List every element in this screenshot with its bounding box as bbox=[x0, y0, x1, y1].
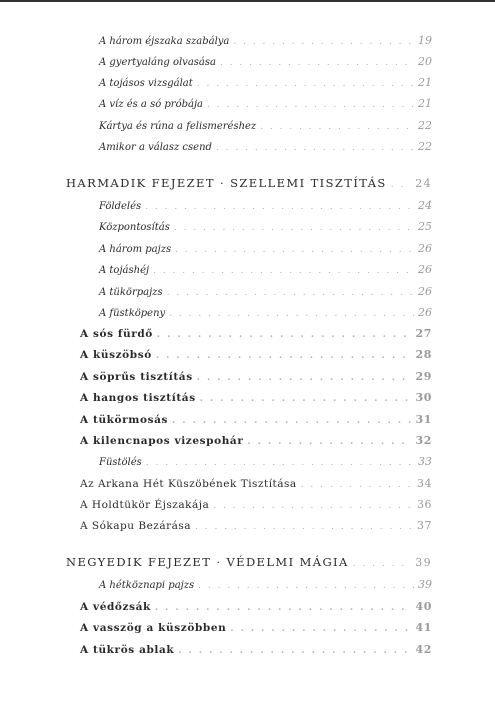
toc-leader bbox=[169, 309, 414, 319]
toc-leader bbox=[153, 266, 414, 276]
toc-entry-page: 34 bbox=[417, 477, 432, 490]
toc-section[interactable] bbox=[80, 477, 432, 490]
toc-entry-title: A füstköpeny bbox=[99, 308, 166, 319]
toc-section[interactable] bbox=[80, 348, 432, 361]
toc-section[interactable] bbox=[80, 519, 432, 532]
toc-entry-page: 31 bbox=[415, 413, 432, 426]
toc-leader bbox=[353, 559, 412, 569]
toc-leader bbox=[200, 394, 412, 404]
toc-entry-title: A tükörpajzs bbox=[99, 287, 163, 298]
toc-entry[interactable] bbox=[99, 242, 432, 255]
toc-section-title: A Sókapu Bezárása bbox=[80, 520, 192, 532]
toc-section-title: A vasszög a küszöbben bbox=[80, 622, 227, 634]
toc-entry-page: 26 bbox=[418, 242, 432, 255]
toc-leader bbox=[178, 646, 411, 656]
toc-entry-page: 32 bbox=[415, 434, 432, 447]
toc-entry[interactable] bbox=[99, 285, 432, 298]
toc-entry-page: 37 bbox=[417, 519, 432, 532]
toc-section-title: A hangos tisztítás bbox=[80, 392, 196, 404]
toc-entry-page: 24 bbox=[415, 177, 432, 190]
toc-section-title: A küszöbsó bbox=[80, 349, 152, 361]
toc-leader bbox=[197, 373, 412, 383]
toc-section-title: A söprűs tisztítás bbox=[80, 371, 193, 383]
toc-entry[interactable] bbox=[99, 199, 432, 212]
toc-entry-page: 41 bbox=[415, 621, 432, 634]
toc-entry-page: 29 bbox=[415, 370, 432, 383]
toc-leader bbox=[195, 522, 413, 532]
toc-entry-page: 33 bbox=[418, 455, 432, 468]
toc-leader bbox=[197, 79, 414, 89]
toc-entry-title: A három éjszaka szabálya bbox=[99, 36, 230, 47]
toc-entry-page: 26 bbox=[418, 263, 432, 276]
toc-section[interactable] bbox=[80, 327, 432, 340]
toc-entry-page: 21 bbox=[418, 97, 432, 110]
toc-entry[interactable] bbox=[99, 55, 432, 68]
toc-entry-title: A hétköznapi pajzs bbox=[99, 580, 195, 591]
toc-entry[interactable] bbox=[99, 97, 432, 110]
toc-entry[interactable] bbox=[99, 34, 432, 47]
toc-leader bbox=[155, 603, 412, 613]
toc-entry-page: 22 bbox=[418, 140, 432, 153]
toc-entry-page: 27 bbox=[415, 327, 432, 340]
toc-entry-page: 26 bbox=[418, 306, 432, 319]
toc-leader bbox=[233, 37, 414, 47]
toc-chapter-heading[interactable] bbox=[66, 555, 432, 569]
toc-entry-title: A víz és a só próbája bbox=[99, 99, 204, 110]
toc-leader bbox=[157, 330, 412, 340]
toc-entry-page: 24 bbox=[418, 199, 432, 212]
toc-chapter-heading[interactable] bbox=[66, 176, 432, 190]
toc-leader bbox=[145, 202, 414, 212]
toc-entry-page: 25 bbox=[418, 220, 432, 233]
toc-leader bbox=[213, 501, 413, 511]
toc-leader bbox=[260, 122, 414, 132]
toc-entry[interactable] bbox=[99, 578, 432, 591]
toc-section-title: A védőzsák bbox=[80, 601, 151, 613]
toc-entry-title: Központosítás bbox=[99, 222, 170, 233]
toc-entry-title: Amikor a válasz csend bbox=[99, 142, 212, 153]
toc-entry[interactable] bbox=[99, 119, 432, 132]
toc-entry[interactable] bbox=[99, 263, 432, 276]
toc-entry-title: Kártya és rúna a felismeréshez bbox=[99, 121, 257, 132]
toc-section[interactable] bbox=[80, 370, 432, 383]
toc-leader bbox=[216, 143, 414, 153]
toc-section[interactable] bbox=[80, 413, 432, 426]
toc-chapter-title: NEGYEDIK FEJEZET · VÉDELMI MÁGIA bbox=[66, 555, 349, 569]
toc-leader bbox=[146, 458, 414, 468]
toc-section-title: A sós fürdő bbox=[80, 328, 153, 340]
toc-section[interactable] bbox=[80, 643, 432, 656]
toc-entry-page: 39 bbox=[418, 578, 432, 591]
toc-entry-page: 21 bbox=[418, 76, 432, 89]
toc-entry[interactable] bbox=[99, 220, 432, 233]
toc-leader bbox=[301, 480, 413, 490]
toc-entry-title: A tojáshéj bbox=[99, 265, 150, 276]
toc-entry-page: 36 bbox=[417, 498, 432, 511]
toc-section-title: A Holdtükör Éjszakája bbox=[80, 499, 210, 511]
toc-leader bbox=[156, 351, 412, 361]
toc-entry[interactable] bbox=[99, 455, 432, 468]
toc-chapter-title: HARMADIK FEJEZET · SZELLEMI TISZTÍTÁS bbox=[66, 176, 387, 190]
toc-entry[interactable] bbox=[99, 140, 432, 153]
toc-section[interactable] bbox=[80, 621, 432, 634]
toc-section-title: A kilencnapos vizespohár bbox=[80, 435, 244, 447]
toc-entry-page: 30 bbox=[415, 391, 432, 404]
toc-leader bbox=[391, 180, 411, 190]
toc-entry-title: A tojásos vizsgálat bbox=[99, 78, 193, 89]
toc-entry-title: Földelés bbox=[99, 201, 142, 212]
toc-leader bbox=[220, 58, 414, 68]
toc-entry[interactable] bbox=[99, 76, 432, 89]
toc-section[interactable] bbox=[80, 498, 432, 511]
toc-entry[interactable] bbox=[99, 306, 432, 319]
toc-entry-page: 40 bbox=[415, 600, 432, 613]
toc-entry-title: Füstölés bbox=[99, 457, 142, 468]
toc-section-title: A tükrös ablak bbox=[80, 644, 175, 656]
toc-leader bbox=[247, 437, 411, 447]
toc-leader bbox=[167, 288, 414, 298]
toc-section-title: Az Arkana Hét Küszöbének Tisztítása bbox=[80, 478, 297, 490]
toc-entry-page: 39 bbox=[415, 556, 432, 569]
toc-section-title: A tükörmosás bbox=[80, 414, 169, 426]
toc-entry-page: 22 bbox=[418, 119, 432, 132]
toc-entry-page: 19 bbox=[418, 34, 432, 47]
toc-leader bbox=[230, 624, 411, 634]
toc-section[interactable] bbox=[80, 434, 432, 447]
toc-entry-page: 20 bbox=[418, 55, 432, 68]
toc-section[interactable] bbox=[80, 600, 432, 613]
toc-leader bbox=[175, 245, 414, 255]
toc-leader bbox=[172, 416, 411, 426]
toc-section[interactable] bbox=[80, 391, 432, 404]
toc-leader bbox=[207, 100, 414, 110]
toc-entry-title: A három pajzs bbox=[99, 244, 172, 255]
toc-entry-title: A gyertyaláng olvasása bbox=[99, 57, 216, 68]
toc-entry-page: 28 bbox=[415, 348, 432, 361]
top-rule bbox=[0, 0, 495, 2]
toc-leader bbox=[174, 223, 414, 233]
toc-leader bbox=[198, 581, 414, 591]
toc-entry-page: 42 bbox=[415, 643, 432, 656]
toc-entry-page: 26 bbox=[418, 285, 432, 298]
